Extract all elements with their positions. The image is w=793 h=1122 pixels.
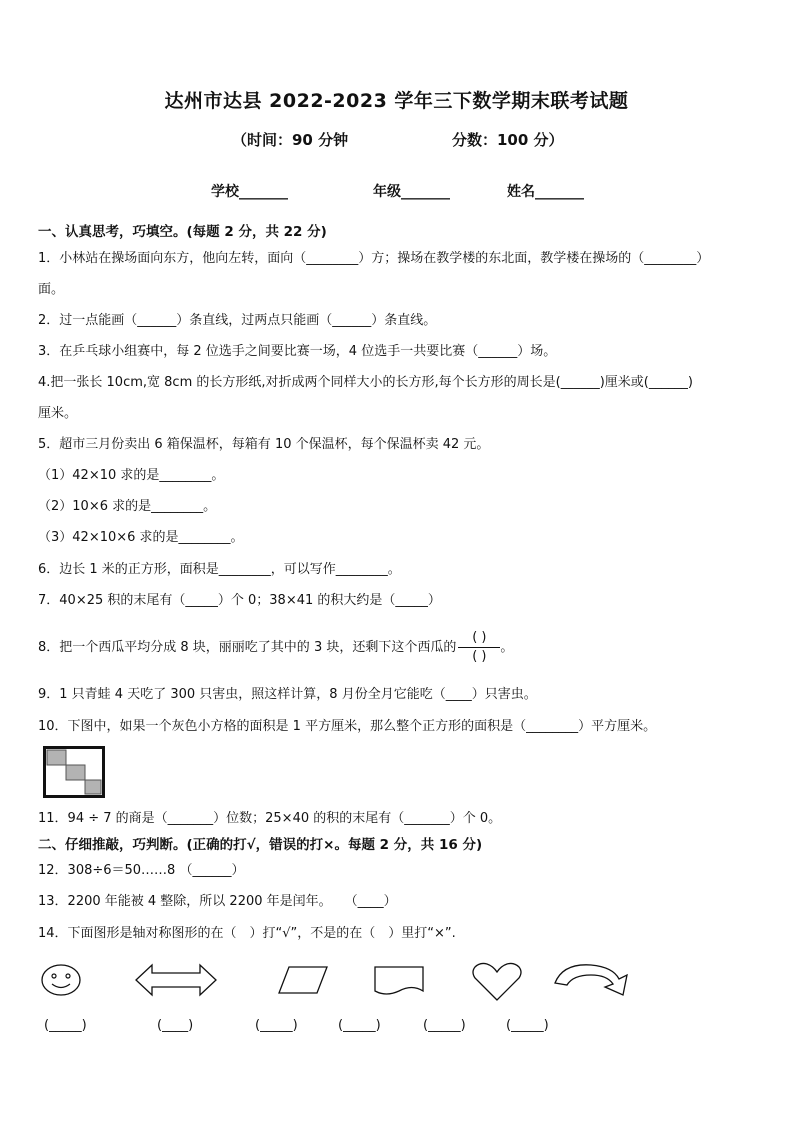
fraction-numerator: ( ) — [472, 630, 487, 645]
answer-blank-4[interactable]: (_____) — [338, 1018, 381, 1033]
exam-time: （时间：90 分钟 — [232, 131, 349, 149]
question-5-2: （2）10×6 求的是________。 — [38, 499, 217, 514]
exam-score: 分数：100 分） — [452, 131, 564, 149]
question-3: 3．在乒乓球小组赛中，每 2 位选手之间要比赛一场，4 位选手一共要比赛（______）场。 — [38, 344, 557, 359]
question-7: 7．40×25 积的末尾有（_____）个 0；38×41 的积大约是（_____） — [38, 593, 441, 608]
answer-blank-3[interactable]: (_____) — [255, 1018, 298, 1033]
section-2-heading: 二、仔细推敲，巧判断。(正确的打√，错误的打×。每题 2 分，共 16 分) — [38, 837, 483, 853]
answer-blank-2[interactable]: (____) — [157, 1018, 194, 1033]
question-5-1: （1）42×10 求的是________。 — [38, 468, 225, 483]
name-field: 姓名_______ — [507, 184, 584, 200]
question-11: 11．94 ÷ 7 的商是（_______）位数；25×40 的积的末尾有（_______）个 0。 — [38, 811, 502, 826]
gray-cell-1 — [47, 750, 66, 765]
fraction-bar — [458, 647, 500, 648]
question-4-cont: 厘米。 — [38, 406, 78, 421]
answer-blank-6[interactable]: (_____) — [506, 1018, 549, 1033]
answer-blank-5[interactable]: (_____) — [423, 1018, 466, 1033]
gray-cell-3 — [85, 780, 101, 794]
page-title: 达州市达县 2022-2023 学年三下数学期末联考试题 — [164, 90, 629, 112]
gray-cell-2 — [66, 765, 85, 780]
question-12: 12．308÷6＝50……8 （______） — [38, 863, 245, 878]
answer-blank-1[interactable]: (_____) — [44, 1018, 87, 1033]
grid-square-figure — [43, 746, 105, 798]
grade-field: 年级_______ — [373, 184, 450, 200]
smiley-icon — [40, 963, 82, 997]
parallelogram-icon — [277, 965, 329, 995]
section-1-heading: 一、认真思考，巧填空。(每题 2 分，共 22 分) — [38, 224, 327, 240]
wave-flag-icon — [372, 964, 426, 998]
question-8-end: 。 — [500, 640, 514, 655]
heart-icon — [470, 961, 524, 1003]
question-2: 2．过一点能画（______）条直线，过两点只能画（______）条直线。 — [38, 313, 437, 328]
question-8 — [38, 630, 513, 666]
question-6: 6．边长 1 米的正方形，面积是________，可以写作________。 — [38, 562, 401, 577]
question-5-3: （3）42×10×6 求的是________。 — [38, 530, 244, 545]
question-10: 10．下图中，如果一个灰色小方格的面积是 1 平方厘米，那么整个正方形的面积是（________）平方厘米。 — [38, 719, 657, 734]
fraction-denominator: ( ) — [472, 649, 487, 664]
question-9: 9．1 只青蛙 4 天吃了 300 只害虫，照这样计算，8 月份全月它能吃（____）只害虫。 — [38, 687, 537, 702]
double-arrow-icon — [134, 962, 218, 998]
fraction-blank — [458, 630, 500, 665]
school-field: 学校_______ — [211, 184, 288, 200]
question-5: 5．超市三月份卖出 6 箱保温杯，每箱有 10 个保温杯，每个保温杯卖 42 元。 — [38, 437, 490, 452]
question-14: 14．下面图形是轴对称图形的在（ ）打“√”，不是的在（ ）里打“×”. — [38, 926, 456, 941]
question-8-text: 8．把一个西瓜平均分成 8 块，丽丽吃了其中的 3 块，还剩下这个西瓜的 — [38, 640, 457, 655]
curved-arrow-icon — [553, 961, 633, 1001]
question-1: 1．小林站在操场面向东方，他向左转，面向（________）方；操场在教学楼的东北面，教学楼在操场的（________） — [38, 251, 710, 266]
question-1-cont: 面。 — [38, 282, 65, 297]
question-13: 13．2200 年能被 4 整除，所以 2200 年是闰年。 （____） — [38, 894, 397, 909]
question-4: 4.把一张长 10cm,宽 8cm 的长方形纸,对折成两个同样大小的长方形,每个长方形的周长是(______)厘米或(______) — [38, 375, 693, 390]
